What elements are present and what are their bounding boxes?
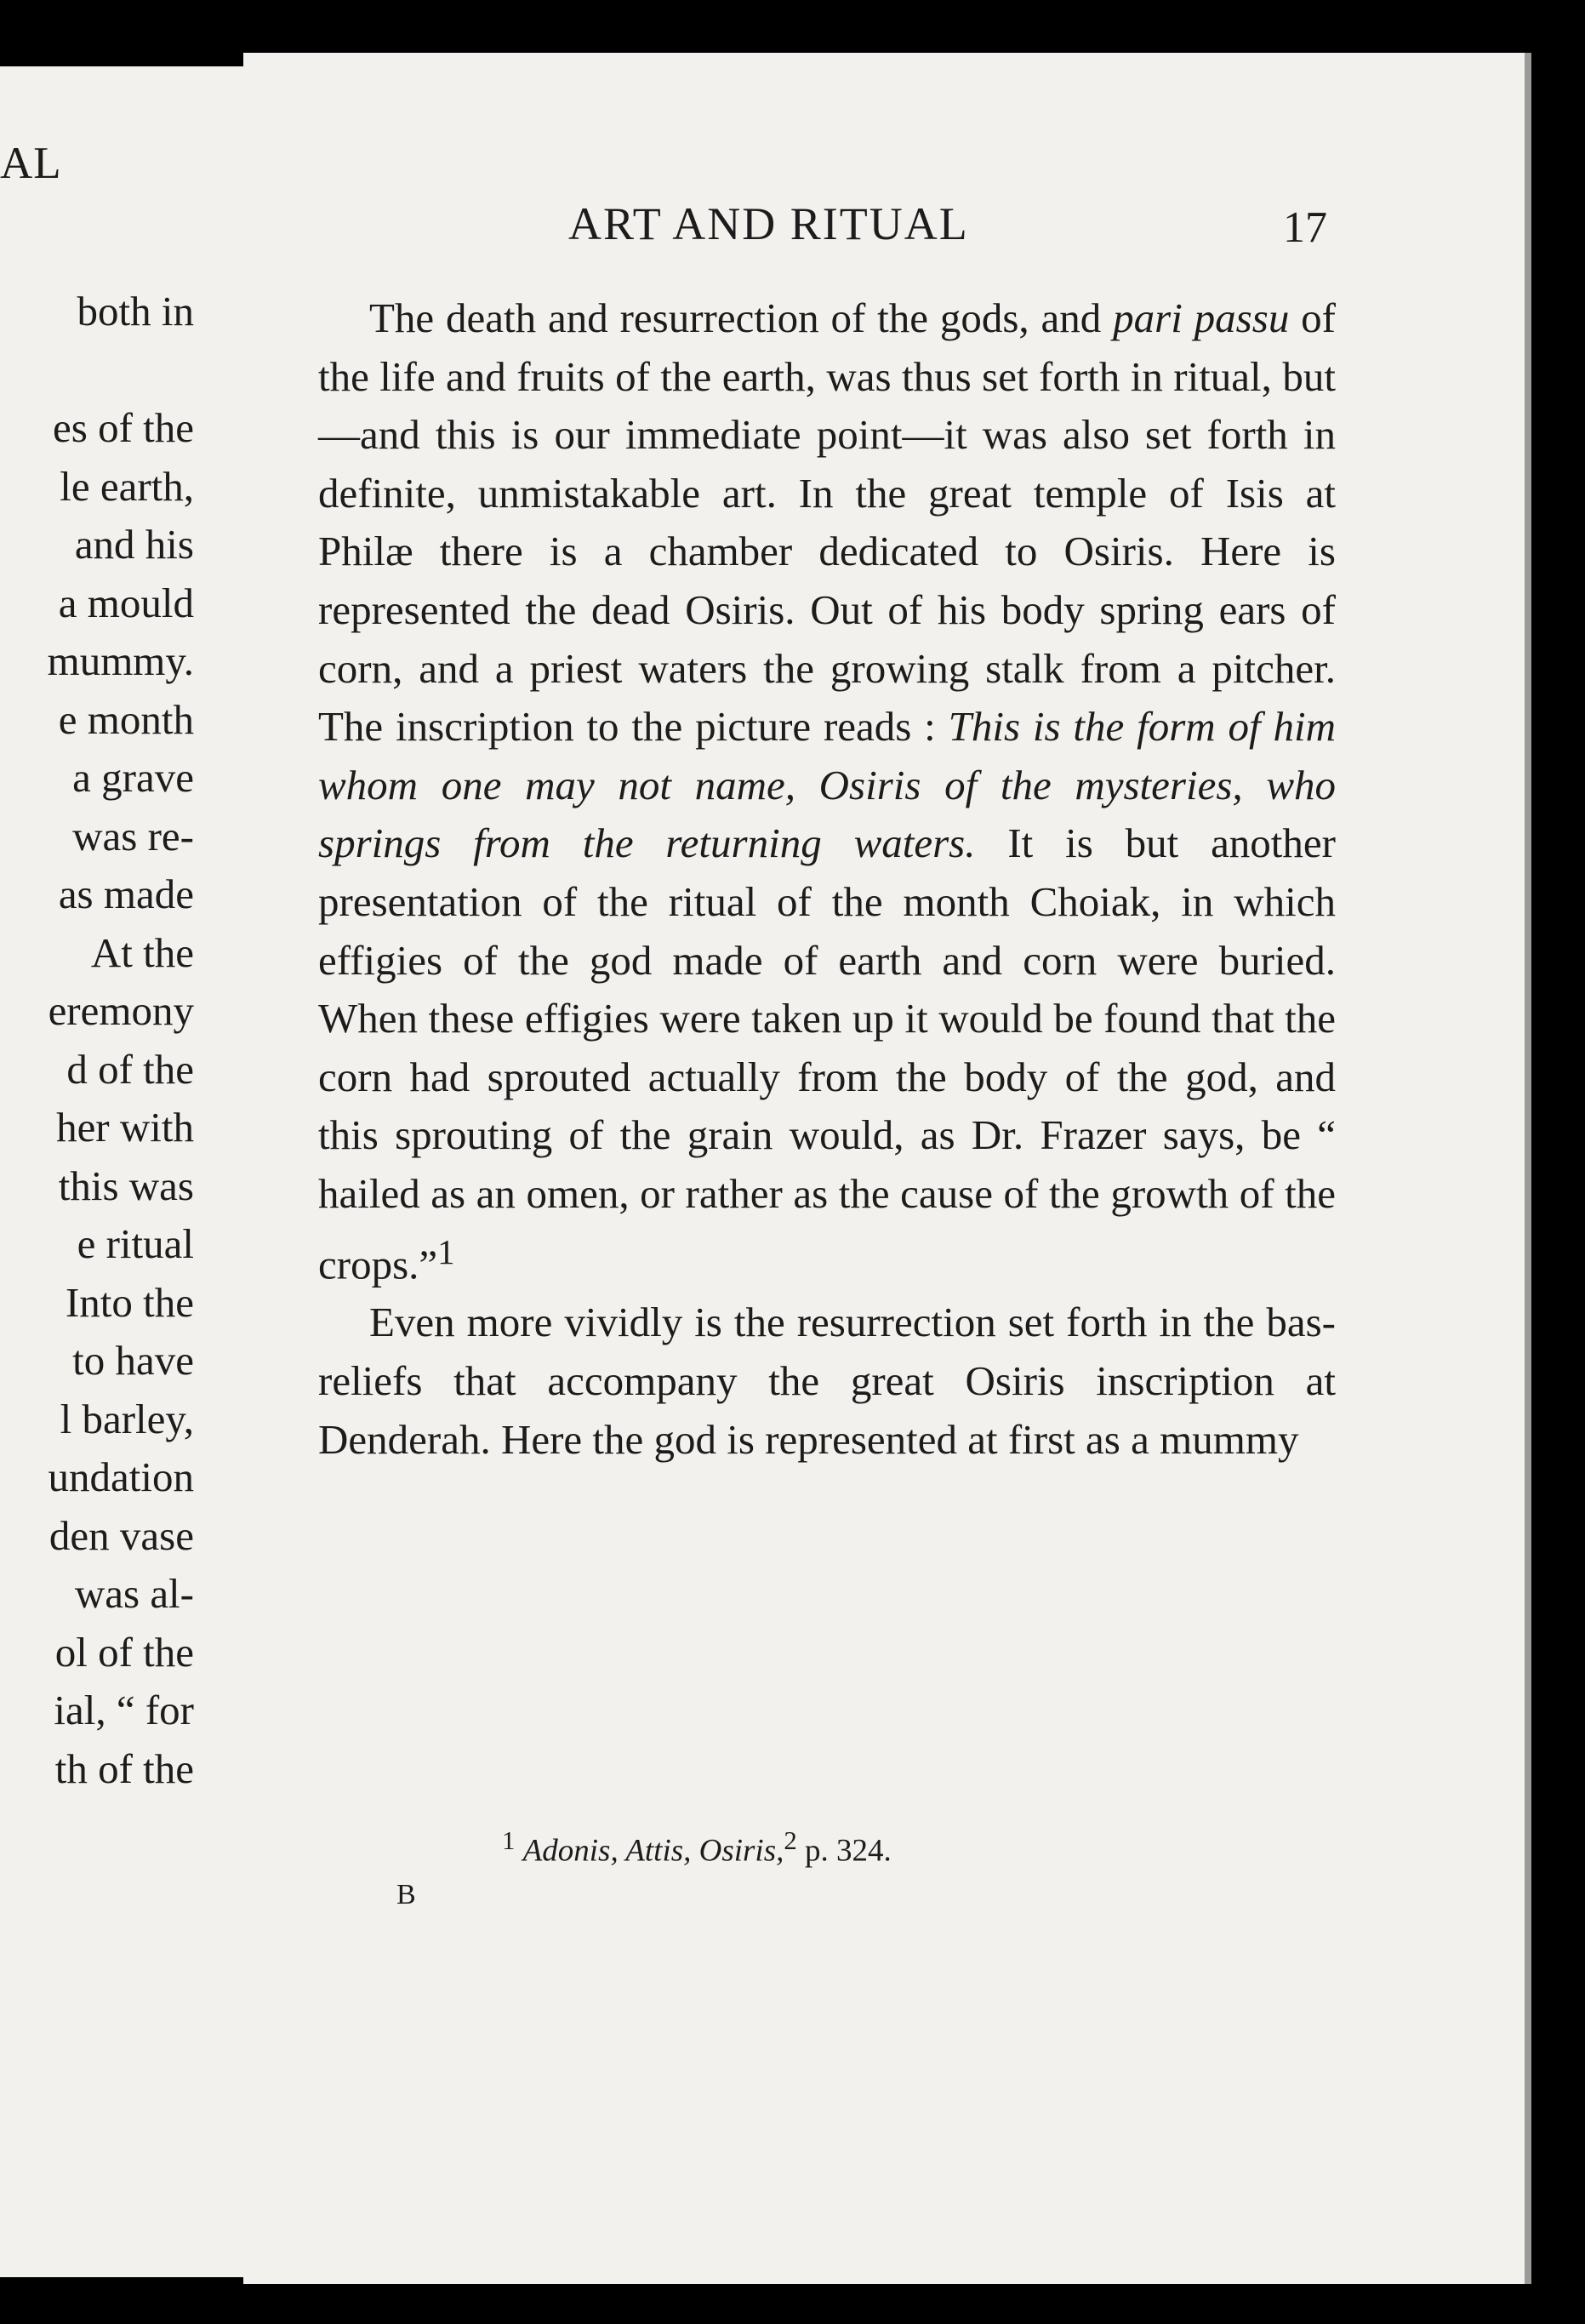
- left-page-line: this was: [58, 1162, 194, 1209]
- signature-mark: B: [396, 1879, 416, 1910]
- page-number: 17: [1283, 203, 1327, 252]
- footnote-marker: 1: [502, 1826, 516, 1855]
- page-edge-shadow: [1525, 53, 1531, 2284]
- left-page-line: was al-: [74, 1570, 194, 1617]
- left-page-line: a mould: [58, 579, 194, 626]
- left-page-line: and his: [74, 521, 194, 568]
- left-page-line: th of the: [54, 1744, 194, 1792]
- left-page-line: d of the: [66, 1045, 194, 1093]
- footnote-edition: 2: [784, 1826, 797, 1855]
- left-page-line: den vase: [48, 1511, 194, 1559]
- footnote-source: Adonis, Attis, Osiris,: [522, 1833, 784, 1869]
- footnote: [502, 1826, 892, 1869]
- footnote-reference: 1: [437, 1232, 455, 1271]
- body-paragraph: [318, 289, 1336, 1293]
- running-head: ART AND RITUAL: [568, 198, 969, 249]
- left-page-line: e month: [58, 695, 194, 743]
- left-page-line: eremony: [48, 987, 194, 1034]
- left-page-line: At the: [90, 928, 194, 976]
- text-run: The death and resurrection of the gods, and: [369, 294, 1114, 341]
- italic-text: pari passu: [1113, 294, 1290, 341]
- left-page-line: was re-: [72, 812, 194, 859]
- left-page-line: a grave: [72, 754, 194, 801]
- italic-text: This is the form of him whom one may not name, Osiris of the mysteries, who springs from the returning waters.: [318, 703, 1336, 867]
- text-run: Even more vividly is the resurrection set forth in the bas-reliefs that accompany the great Osiris inscription at Denderah. Here the god is represented at first as a mummy: [318, 1299, 1336, 1463]
- left-page-line: [0, 341, 194, 400]
- left-page-line: l barley,: [60, 1395, 194, 1442]
- left-page-line: undation: [48, 1453, 194, 1500]
- body-text: [318, 289, 1336, 1469]
- body-paragraph: [318, 1293, 1336, 1469]
- left-page-heading: AL: [0, 139, 62, 188]
- left-page-line: mummy.: [47, 637, 194, 684]
- left-page-line: as made: [58, 871, 194, 917]
- text-run: It is but another presentation of the ritual of the month Choiak, in which effigies of the god made of earth and corn were buried. When these effigies were taken up it would be found that the corn had sprouted actually from the body of the god, and this sprouting of the grain would, as Dr. Frazer says, be “ hailed as an omen, or rather as the cause of the growth of the crops.”: [318, 819, 1336, 1288]
- left-page-line: both in: [77, 288, 194, 334]
- left-page-text: [0, 283, 194, 1798]
- text-run: of the life and fruits of the earth, was thus set forth in ritual, but—and this is our immediate point—it was also set forth in definite, unmistakable art. In the great temple of Isis at Philæ there is a chamber dedicated to Osiris. Here is represented the dead Osiris. Out of his body spring ears of corn, and a priest waters the growing stalk from a pitcher. The inscription to the picture reads :: [318, 294, 1337, 751]
- footnote-page: p. 324.: [796, 1833, 892, 1869]
- left-page-line: to have: [72, 1337, 194, 1384]
- left-page-line: le earth,: [60, 462, 194, 510]
- left-page-line: es of the: [53, 404, 194, 451]
- left-page-line: ol of the: [54, 1628, 194, 1676]
- left-page-line: ial, “ for: [54, 1687, 194, 1733]
- left-page-line: her with: [56, 1104, 194, 1151]
- left-page-line: e ritual: [77, 1220, 194, 1267]
- left-page-line: Into the: [65, 1278, 194, 1326]
